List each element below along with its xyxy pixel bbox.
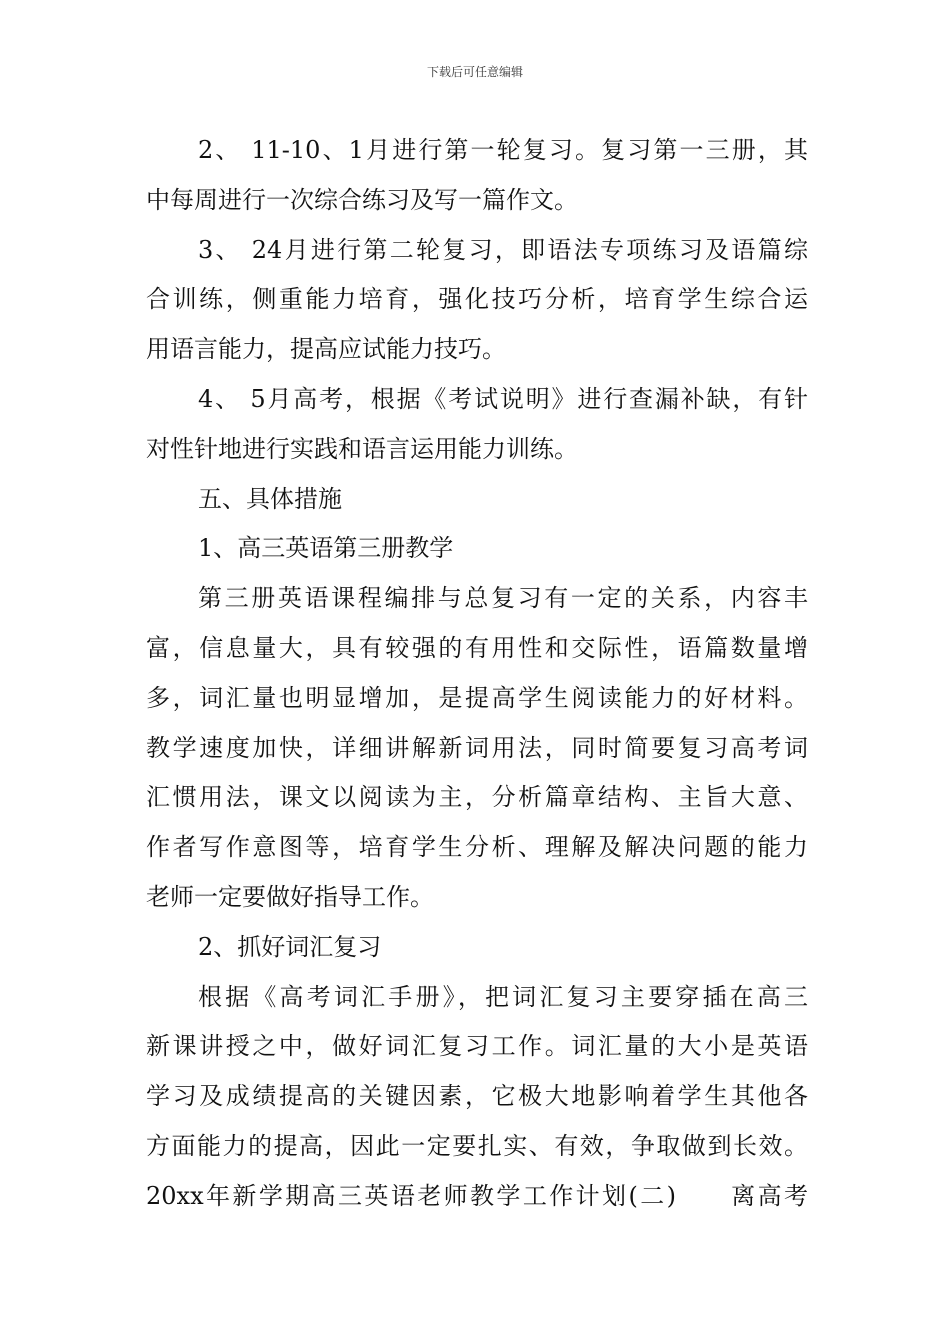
paragraph-line: 老师一定要做好指导工作。 (146, 882, 434, 911)
subsection-heading: 1、高三英语第三册教学 (198, 534, 454, 563)
paragraph-line: 第三册英语课程编排与总复习有一定的关系，内容丰 (198, 584, 808, 613)
paragraph-line: 对性针地进行实践和语言运用能力训练。 (146, 434, 578, 463)
section-heading: 五、具体措施 (198, 484, 342, 513)
subsection-heading: 2、抓好词汇复习 (198, 932, 382, 961)
paragraph-line: 富，信息量大，具有较强的有用性和交际性，语篇数量增 (146, 633, 808, 662)
document-body (146, 126, 808, 1222)
paragraph-line: 作者写作意图等，培育学生分析、理解及解决问题的能力 (146, 833, 808, 862)
paragraph-line: 教学速度加快，详细讲解新词用法，同时简要复习高考词 (146, 733, 808, 762)
paragraph-line: 汇惯用法，课文以阅读为主，分析篇章结构、主旨大意、 (146, 783, 808, 812)
paragraph-line: 多，词汇量也明显增加，是提高学生阅读能力的好材料。 (146, 683, 808, 712)
paragraph-line: 3、 24月进行第二轮复习，即语法专项练习及语篇综 (198, 235, 808, 264)
page-header: 下载后可任意编辑 (426, 65, 523, 79)
paragraph-line: 方面能力的提高，因此一定要扎实、有效，争取做到长效。 (146, 1131, 808, 1160)
paragraph-line: 合训练，侧重能力培育，强化技巧分析，培育学生综合运 (146, 285, 808, 314)
paragraph-line: 4、 5月高考，根据《考试说明》进行查漏补缺，有针 (198, 384, 808, 413)
paragraph-line: 2、 11-10、1月进行第一轮复习。复习第一三册，其 (198, 136, 808, 164)
paragraph-line: 用语言能力，提高应试能力技巧。 (146, 335, 506, 364)
paragraph-line: 20xx年新学期高三英语老师教学工作计划(二) 离高考 (146, 1181, 808, 1210)
paragraph-line: 中每周进行一次综合练习及写一篇作文。 (146, 185, 578, 214)
paragraph-line: 学习及成绩提高的关键因素，它极大地影响着学生其他各 (146, 1082, 808, 1111)
paragraph-line: 根据《高考词汇手册》，把词汇复习主要穿插在高三 (198, 982, 808, 1011)
paragraph-line: 新课讲授之中，做好词汇复习工作。词汇量的大小是英语 (146, 1032, 808, 1061)
